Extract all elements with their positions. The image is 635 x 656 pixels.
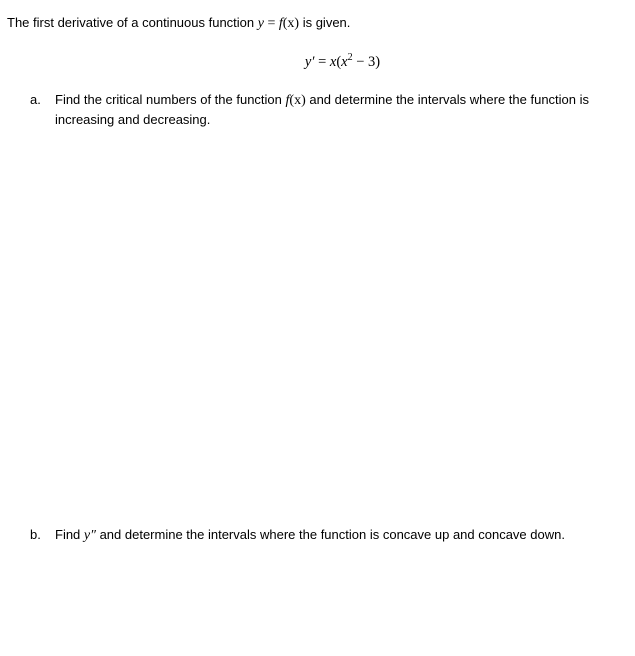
- question-b-text: [55, 525, 630, 545]
- question-b: [30, 525, 630, 545]
- problem-statement: [7, 14, 350, 33]
- equation-factor: x: [329, 54, 337, 70]
- question-a: [30, 90, 630, 129]
- equation-constant: 3: [368, 54, 376, 70]
- intro-function-name: f: [278, 16, 283, 31]
- equation-open-paren: (: [336, 54, 342, 70]
- equation-close-paren: ): [375, 54, 381, 70]
- question-a-function-name: f: [285, 93, 290, 108]
- equation-minus: −: [352, 54, 369, 70]
- derivative-equation: [0, 52, 635, 72]
- intro-text-before: The first derivative of a continuous function: [7, 15, 258, 30]
- question-a-text: [55, 90, 630, 129]
- equation-base: x: [341, 54, 348, 70]
- question-a-text-before: Find the critical numbers of the function: [55, 92, 286, 107]
- intro-function-lhs: y: [257, 16, 264, 31]
- answer-space-a[interactable]: [55, 132, 625, 512]
- intro-eq-sign: =: [263, 16, 279, 31]
- equation-eq-sign: =: [314, 54, 330, 70]
- question-a-function-arg: (x): [289, 93, 306, 108]
- intro-function-expression: [258, 16, 299, 31]
- equation-expression: [255, 54, 380, 70]
- question-b-text-after: and determine the intervals where the function is concave up and concave down.: [95, 527, 565, 542]
- question-a-marker: a.: [30, 92, 41, 107]
- intro-function-arg-paren: [283, 16, 299, 31]
- equation-exponent: 2: [347, 52, 353, 64]
- answer-space-b[interactable]: [55, 550, 625, 650]
- intro-text-after: is given.: [299, 15, 351, 30]
- question-b-marker: b.: [30, 527, 41, 542]
- question-a-text-after: and determine the intervals where the function is increasing and decreasing.: [55, 92, 590, 127]
- equation-lhs: y′: [304, 54, 315, 70]
- intro-function-arg: (x): [282, 16, 300, 31]
- question-b-text-before: Find: [55, 527, 84, 542]
- question-b-derivative: y″: [83, 528, 96, 543]
- question-a-function: [286, 93, 306, 108]
